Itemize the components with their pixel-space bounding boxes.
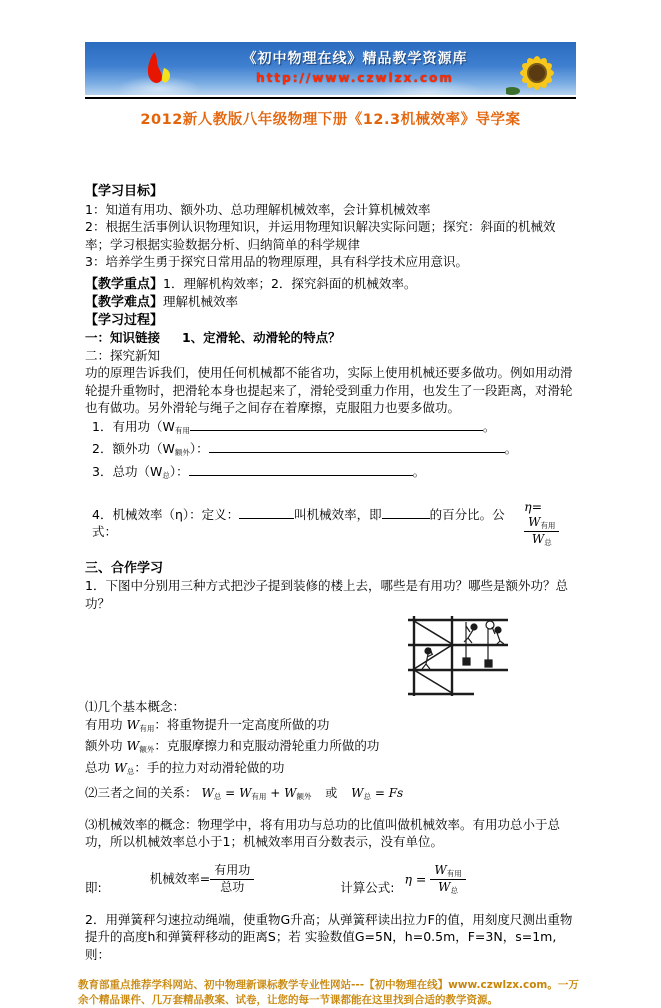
- concept-useful-work: [85, 716, 576, 738]
- frac-den-subscript: 总: [544, 538, 552, 548]
- or-separator: 或: [325, 786, 338, 801]
- w-subscript: 有用: [139, 723, 155, 733]
- w-symbol: W: [126, 716, 140, 732]
- blank-line-useful-work: [85, 417, 576, 440]
- page-title-suffix: 》导学案: [460, 112, 521, 128]
- w-subscript: 总: [162, 470, 170, 480]
- line-text: 的百分比。公式：: [92, 506, 505, 540]
- calc-formula: [404, 864, 465, 896]
- cooperation-heading: 三、合作学习: [85, 560, 164, 576]
- frac-denominator: 总功: [220, 880, 245, 895]
- line-text: 1．有用功（W: [92, 418, 175, 434]
- site-title: 《初中物理在线》精品教学资源库: [242, 51, 468, 67]
- concepts-intro: ⑴几个基本概念：: [85, 699, 186, 715]
- frac-numerator: 有用功: [210, 864, 254, 880]
- cooperation-question: 1．下图中分别用三种方式把沙子提到装修的楼上去，哪些是有用功？哪些是额外功？总功？: [85, 578, 568, 611]
- key-point-text: 1．理解机构效率；2．探究斜面的机械效率。: [163, 275, 417, 291]
- w-subscript: 额外: [139, 745, 155, 755]
- relation-formula: [202, 786, 404, 800]
- objective-item: 2：根据生活事例认识物理知识，并运用物理知识解决实际问题；探究：斜面的机械效率；学习根据实验数据分析、归纳简单的科学规律: [85, 219, 556, 252]
- fill-blank[interactable]: [189, 462, 413, 476]
- banner-divider: [85, 97, 576, 99]
- concept-name: 额外功: [85, 738, 123, 754]
- scaffold-figure: [404, 614, 510, 703]
- banner-text: [205, 48, 505, 85]
- fill-blank[interactable]: [209, 439, 505, 453]
- w-subscript: 有用: [174, 425, 190, 435]
- site-url[interactable]: http://www.czwlzx.com: [256, 71, 454, 85]
- frac-numerator: W: [528, 514, 541, 529]
- relation-line: [85, 784, 576, 806]
- experiment-paragraph: 2．用弹簧秤匀速拉动绳端，使重物G升高；从弹簧秤读出拉力F的值，用刻度尺测出重物提升的高度h和弹簧秤移动的距离S；若 实验数值G=5N，h=0.5m，F=3N，s=1m,则：: [85, 911, 573, 962]
- w-symbol: W: [201, 786, 214, 801]
- knowledge-link-question: 1、定滑轮、动滑轮的特点？: [181, 330, 341, 345]
- line-text: 。: [504, 441, 518, 456]
- fs-term: Fs: [388, 786, 404, 801]
- fill-blank[interactable]: [239, 505, 294, 519]
- process-heading: 【学习过程】: [85, 312, 164, 328]
- concept-total-work: [85, 759, 576, 781]
- key-point-line: [85, 275, 576, 294]
- page-title-prefix: 2012新人教版八年级物理下册《12.3: [140, 112, 401, 128]
- calc-label: 计算公式:: [340, 880, 395, 896]
- site-logo-icon: [140, 48, 182, 94]
- formula-lhs: 机械效率=: [149, 871, 211, 887]
- fill-blank[interactable]: [382, 505, 430, 519]
- w-subscript: 有用: [251, 792, 267, 802]
- objectives-heading: 【学习目标】: [85, 184, 164, 199]
- efficiency-concept-paragraph: ⑶机械效率的概念：物理学中，将有用功与总功的比值叫做机械效率。有用功总小于总功，所以机械效率总小于1；机械效率用百分数表示，没有单位。: [85, 816, 561, 850]
- explore-label: 二：探究新知: [85, 347, 161, 363]
- word-formula: [150, 864, 255, 895]
- difficult-point-text: 理解机械效率: [163, 294, 239, 309]
- concept-desc: ：克服摩擦力和克服动滑轮重力所做的功: [154, 738, 380, 754]
- relation-label: ⑵三者之间的关系：: [85, 785, 198, 801]
- w-symbol: W: [351, 786, 364, 801]
- frac-num-subscript: 有用: [446, 868, 462, 878]
- equals-sign: =: [374, 786, 385, 801]
- plus-sign: +: [270, 786, 281, 801]
- line-text: 3．总功（W: [92, 463, 163, 479]
- w-subscript: 总: [126, 766, 135, 776]
- concept-name: 有用功: [85, 716, 123, 732]
- difficult-point-line: [85, 293, 576, 312]
- fill-blank[interactable]: [190, 417, 483, 431]
- frac-numerator: W: [434, 862, 447, 877]
- line-text: ）：: [189, 441, 209, 456]
- line-text: 叫机械效率，即: [294, 506, 382, 522]
- w-symbol: W: [114, 759, 127, 775]
- efficiency-definition-line: [85, 498, 576, 548]
- line-text: 2．额外功（W: [92, 441, 175, 456]
- figure-row: [85, 614, 576, 698]
- section-objectives: [85, 183, 576, 271]
- formula-lhs: η =: [404, 871, 427, 887]
- objective-item: 1：知道有用功、额外功、总功理解机械效率，会计算机械效率: [85, 201, 431, 217]
- eta-formula: [524, 498, 576, 548]
- w-symbol: W: [239, 786, 252, 801]
- w-subscript: 额外: [296, 792, 312, 802]
- ie-label: 即:: [85, 880, 102, 896]
- w-subscript: 总: [363, 792, 371, 802]
- equals-sign: =: [225, 786, 236, 801]
- w-subscript: 额外: [174, 448, 190, 457]
- objective-item: 3：培养学生勇于探究日常用品的物理原理，具有科学技术应用意识。: [85, 254, 468, 269]
- page-title-bold: 机械效率: [400, 112, 461, 128]
- concept-desc: ：手的拉力对动滑轮做的功: [134, 759, 285, 775]
- sunflower-icon: [506, 42, 568, 95]
- w-symbol: W: [126, 738, 140, 754]
- concept-extra-work: [85, 737, 576, 759]
- w-symbol: W: [284, 786, 297, 801]
- key-point-label: 【教学重点】: [85, 276, 164, 292]
- site-banner: [85, 42, 576, 95]
- formula-lhs: η=: [524, 499, 543, 514]
- concept-desc: ：将重物提升一定高度所做的功: [154, 716, 330, 732]
- page-title: [85, 108, 576, 129]
- line-text: ）：: [169, 463, 189, 479]
- frac-denominator: W: [531, 532, 545, 547]
- frac-denominator: W: [438, 880, 451, 895]
- line-text: 。: [482, 418, 496, 434]
- footer-promo-text: 教育部重点推荐学科网站、初中物理新课标教学专业性网站---【初中物理在线】www.czwlzx.com。一万余个精品课件、几万套精品教案、试卷，让您的每一节课都能在这里找到合适的教学资源。: [78, 979, 579, 1007]
- blank-line-extra-work: [85, 439, 576, 462]
- w-subscript: 总: [213, 792, 222, 802]
- frac-num-subscript: 有用: [540, 520, 556, 530]
- line-wrap: [92, 505, 518, 541]
- concept-name: 总功: [85, 759, 111, 775]
- formula-row: [85, 859, 576, 901]
- difficult-point-label: 【教学难点】: [85, 295, 164, 310]
- knowledge-link-line: [85, 329, 576, 347]
- line-text: 4．机械效率（η）：定义：: [92, 506, 240, 522]
- frac-den-subscript: 总: [450, 886, 458, 896]
- line-text: 。: [412, 463, 426, 479]
- knowledge-link-label: 一：知识链接: [85, 330, 161, 345]
- blank-line-total-work: [85, 462, 576, 485]
- work-principle-paragraph: 功的原理告诉我们，使用任何机械都不能省功，实际上使用机械还要多做功。例如用动滑轮提升重物时，把滑轮本身也提起来了，滑轮受到重力作用，也发生了一段距离，对滑轮也有做功。另外滑轮与绳子之间存在着摩擦，克服阻力也要多做功。: [85, 365, 573, 415]
